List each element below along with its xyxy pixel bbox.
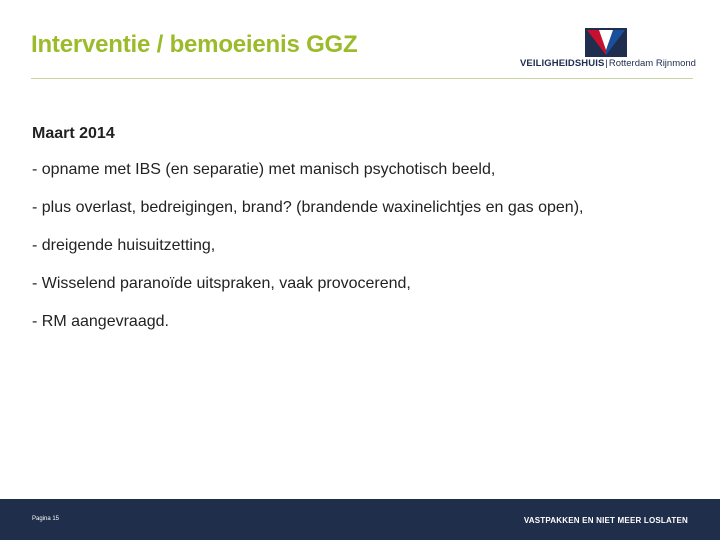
bullet-item: - Wisselend paranoïde uitspraken, vaak provocerend, [32,275,411,292]
veiligheidshuis-logo-mark-icon [585,28,627,57]
slide-body [32,124,702,350]
footer-bar [0,499,720,540]
page-number: Pagina 15 [32,516,60,522]
bullet-item: - dreigende huisuitzetting, [32,237,216,254]
logo-region: Rotterdam Rijnmond [608,58,696,69]
bullet-item: - RM aangevraagd. [32,313,169,330]
bullet-item: - plus overlast, bedreigingen, brand? (brandende waxinelichtjes en gas open), [32,199,584,216]
slide-title: Interventie / bemoeienis GGZ [31,31,358,58]
logo-name: VEILIGHEIDSHUIS [520,58,605,69]
date-heading: Maart 2014 [32,125,115,142]
bullet-item: - opname met IBS (en separatie) met manisch psychotisch beeld, [32,161,496,178]
organization-logo [520,28,696,69]
footer-slogan: VASTPAKKEN EN NIET MEER LOSLATEN [523,516,688,525]
logo-separator: | [605,58,608,69]
logo-text [520,58,696,69]
title-divider [31,78,693,79]
